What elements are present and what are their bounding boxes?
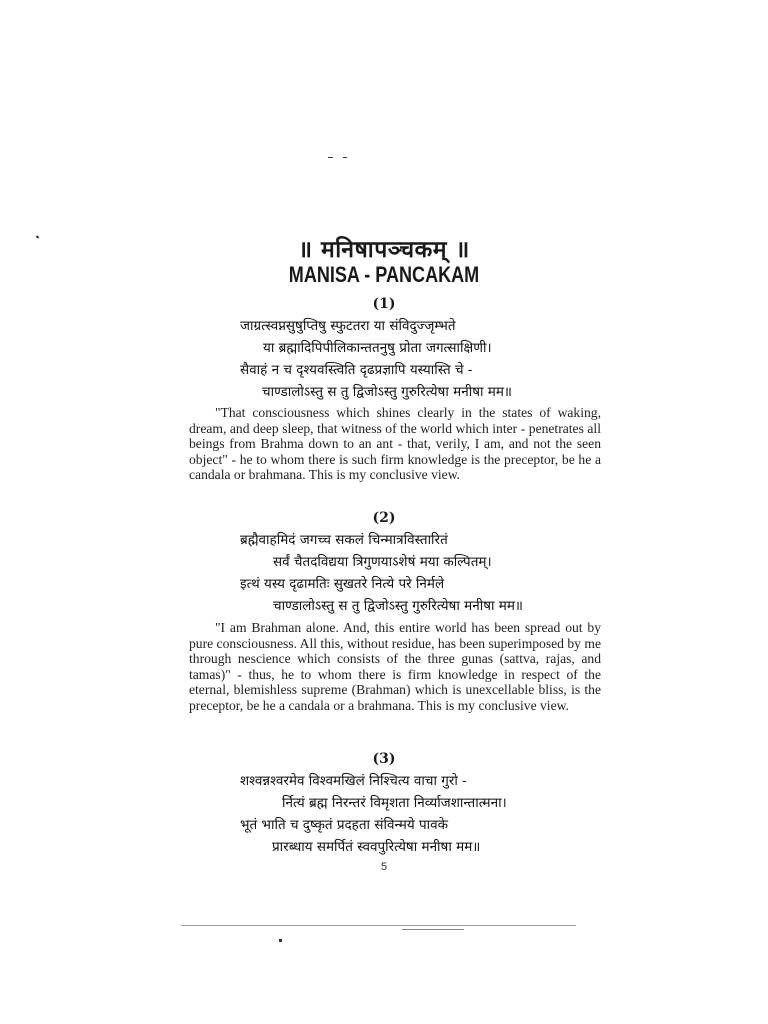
verse-number: (2) — [372, 510, 396, 526]
scan-line — [181, 925, 576, 926]
scan-speck — [328, 157, 333, 158]
verse-number: (1) — [372, 296, 396, 312]
translation-paragraph — [189, 405, 601, 483]
scan-speck — [343, 157, 347, 158]
verse-line: सर्वं चैतदविद्यया त्रिगुणयाऽशेषं मया कल्पितम्। — [273, 554, 492, 570]
scan-line — [402, 929, 464, 930]
page-number: 5 — [380, 861, 388, 873]
verse-number: (3) — [372, 751, 396, 767]
verse-line: या ब्रह्मादिपिपीलिकान्ततनुषु प्रोता जगत्साक्षिणी। — [263, 340, 492, 356]
verse-line: इत्थं यस्य दृढामतिः सुखतरे नित्ये परे निर्मले — [240, 576, 445, 592]
verse-line: र्नित्यं ब्रह्म निरन्तरं विमृशता निर्व्याजशान्तात्मना। — [282, 795, 507, 811]
verse-line: भूतं भाति च दुष्कृतं प्रदहता संविन्मये पावके — [240, 817, 448, 833]
translation-paragraph — [189, 620, 601, 714]
translation-text: "I am Brahman alone. And, this entire world has been spread out by pure consciousness. All this, without residue, has been superimposed by me through nescience which consists of the three gunas (sattva, rajas, and tamas)" - thus, he to whom there is firm knowledge in respect of the eternal, blemishless supreme (Brahman) which is unexcellable bliss, is the preceptor, be he a candala or a brahmana. This is my conclusive view. — [189, 620, 601, 713]
title-english: MANISA - PANCAKAM — [288, 262, 480, 287]
verse-line: शश्वन्नश्वरमेव विश्वमखिलं निश्चित्य वाचा गुरो - — [240, 773, 467, 789]
verse-line: जाग्रत्स्वप्नसुषुप्तिषु स्फुटतरा या संविदुज्जृम्भते — [240, 318, 456, 334]
title-devanagari: ॥ मनिषापञ्चकम् ॥ — [298, 236, 470, 263]
verse-line: चाण्डालोऽस्तु स तु द्विजोऽस्तु गुरुरित्येषा मनीषा मम॥ — [273, 598, 524, 614]
verse-line: सैवाहं न च दृश्यवस्त्विति दृढप्रज्ञापि यस्यास्ति चे - — [240, 362, 473, 378]
verse-line: प्रारब्धाय समर्पितं स्ववपुरित्येषा मनीषा मम॥ — [272, 839, 481, 855]
translation-text: "That consciousness which shines clearly in the states of waking, dream, and deep sleep, that witness of the world which inter - penetrates all beings from Brahma down to an ant - that, verily, I am, and not the seen object" - he to whom there is such firm knowledge is the preceptor, be he a candala or brahmana. This is my conclusive view. — [189, 405, 601, 483]
verse-line: ब्रह्मैवाहमिदं जगच्च सकलं चिन्मात्रविस्तारितं — [240, 532, 448, 548]
scan-speck — [279, 939, 282, 942]
verse-line: चाण्डालोऽस्तु स तु द्विजोऽस्तु गुरुरित्येषा मनीषा मम॥ — [262, 384, 513, 400]
